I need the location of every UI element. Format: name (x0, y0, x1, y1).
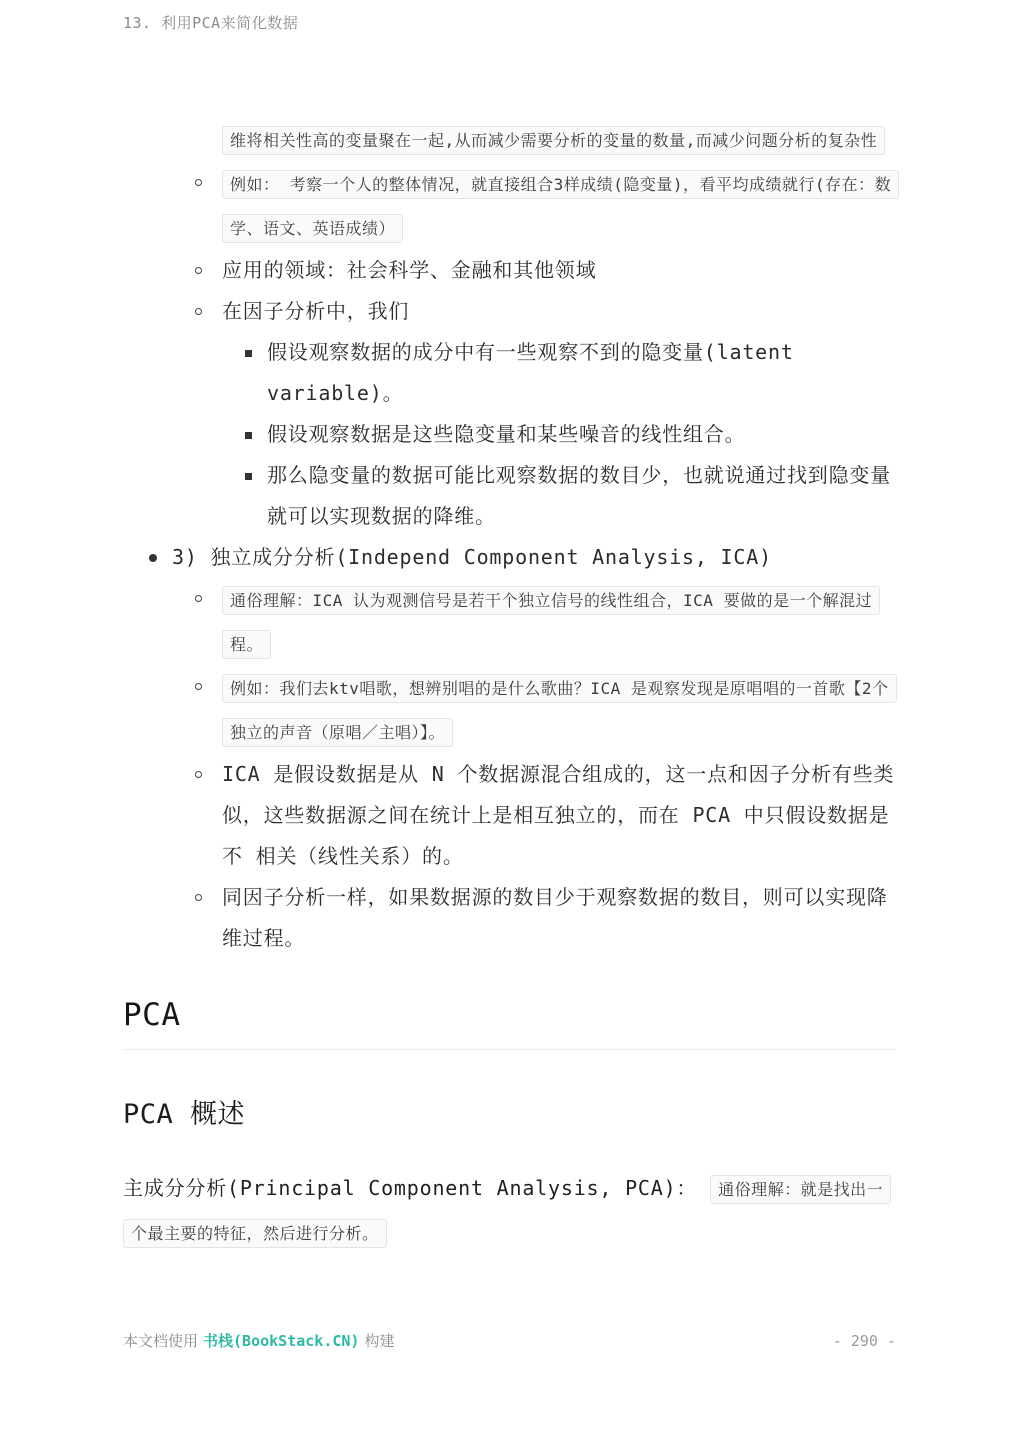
page-number: - 290 - (832, 1332, 896, 1350)
paragraph-lead-text: 主成分分析(Principal Component Analysis, PCA)： (123, 1176, 698, 1200)
list-item-text: 3) 独立成分分析(Independ Component Analysis, ICA) (172, 545, 772, 569)
disc-bullet-icon (149, 554, 157, 562)
list-item (123, 666, 896, 754)
inline-code: 通俗理解：就是找出一个最主要的特征，然后进行分析。 (123, 1175, 891, 1248)
list-item-text: 那么隐变量的数据可能比观察数据的数目少，也就说通过找到隐变量就可以实现数据的降维。 (267, 463, 891, 528)
circle-bullet-icon (195, 771, 202, 778)
circle-bullet-icon (195, 683, 202, 690)
footer-suffix: 构建 (364, 1332, 395, 1350)
document-content (123, 118, 896, 1255)
inline-code: 维将相关性高的变量聚在一起,从而减少需要分析的变量的数量,而减少问题分析的复杂性 (222, 126, 885, 155)
square-bullet-icon (245, 350, 252, 357)
list-item (123, 414, 896, 455)
list-item (123, 250, 896, 291)
list-item-text: 在因子分析中，我们 (222, 299, 410, 323)
heading-pca: PCA (123, 997, 896, 1050)
circle-bullet-icon (195, 267, 202, 274)
circle-bullet-icon (195, 894, 202, 901)
list-item (123, 754, 896, 877)
list-item (123, 877, 896, 959)
list-item (123, 118, 896, 162)
list-item-text: 应用的领域：社会科学、金融和其他领域 (222, 258, 597, 282)
list-item (123, 455, 896, 537)
paragraph-pca-definition (123, 1167, 896, 1255)
list-item (123, 291, 896, 332)
list-item (123, 332, 896, 414)
list-item (123, 537, 896, 578)
square-bullet-icon (245, 473, 252, 480)
page-header: 13. 利用PCA来简化数据 (123, 14, 299, 32)
heading-pca-overview: PCA 概述 (123, 1099, 246, 1130)
footer-link[interactable]: 书栈(BookStack.CN) (203, 1332, 360, 1350)
list-item-text: 假设观察数据是这些隐变量和某些噪音的线性组合。 (267, 422, 746, 446)
list-item-text: 假设观察数据的成分中有一些观察不到的隐变量(latent variable)。 (267, 340, 794, 405)
list-item (123, 162, 896, 250)
inline-code: 通俗理解：ICA 认为观测信号是若干个独立信号的线性组合，ICA 要做的是一个解混过程。 (222, 586, 880, 659)
circle-bullet-icon (195, 308, 202, 315)
footer-build-note (123, 1330, 394, 1351)
list-item-text: ICA 是假设数据是从 N 个数据源混合组成的，这一点和因子分析有些类似，这些数据源之间在统计上是相互独立的，而在 PCA 中只假设数据是不 相关（线性关系）的。 (222, 762, 895, 868)
page-footer (123, 1330, 896, 1351)
circle-bullet-icon (195, 595, 202, 602)
circle-bullet-icon (195, 179, 202, 186)
square-bullet-icon (245, 432, 252, 439)
footer-prefix: 本文档使用 (123, 1332, 199, 1350)
list-item (123, 578, 896, 666)
inline-code: 例如：我们去ktv唱歌，想辨别唱的是什么歌曲？ICA 是观察发现是原唱唱的一首歌【2个独立的声音（原唱／主唱）】。 (222, 674, 897, 747)
list-item-text: 同因子分析一样，如果数据源的数目少于观察数据的数目，则可以实现降维过程。 (222, 885, 888, 950)
inline-code: 例如： 考察一个人的整体情况，就直接组合3样成绩(隐变量)，看平均成绩就行(存在：数学、语文、英语成绩） (222, 170, 899, 243)
